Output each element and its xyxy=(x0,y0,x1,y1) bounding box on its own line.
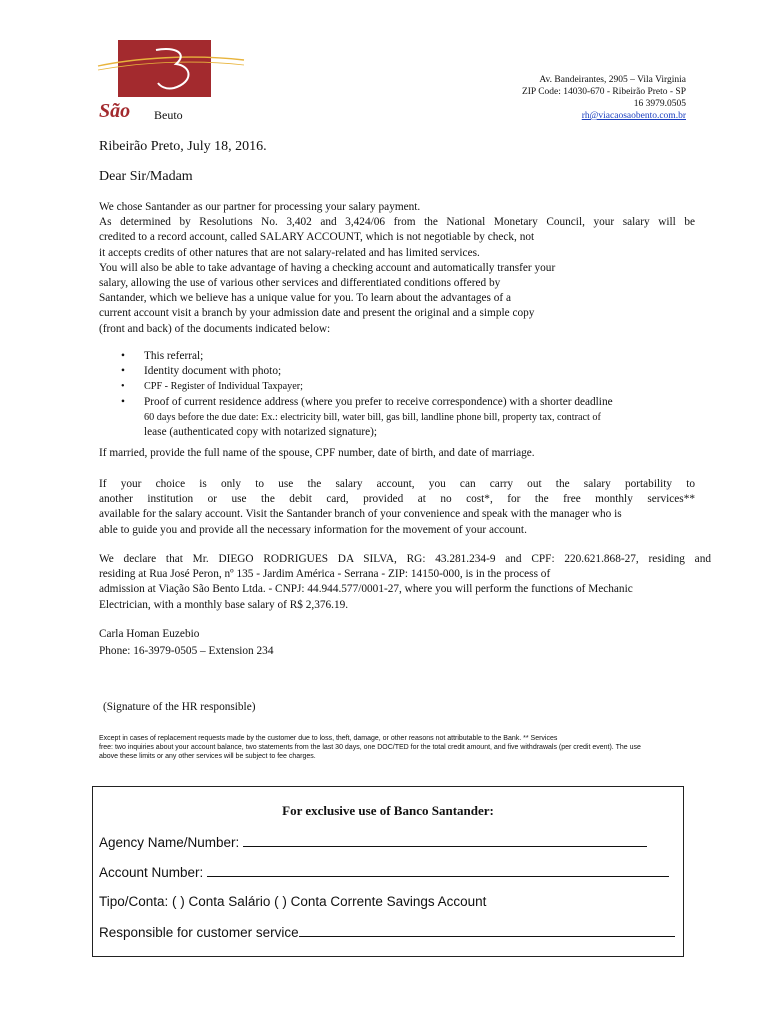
body-line: We declare that Mr. DIEGO RODRIGUES DA SILVA, RG: 43.281.234-9 and CPF: 220.621.868-27, residing and xyxy=(99,553,711,565)
body-line: Electrician, with a monthly base salary of R$ 2,376.19. xyxy=(99,598,349,611)
address-line: Av. Bandeirantes, 2905 – Vila Virginia xyxy=(539,75,686,85)
list-item xyxy=(121,364,691,379)
agency-label: Agency Name/Number: xyxy=(99,835,240,850)
body-line: residing at Rua José Peron, nº 135 - Jardim América - Serrana - ZIP: 14150-000, is in the process of xyxy=(99,568,551,581)
logo-text-bento: Beuto xyxy=(154,108,183,122)
body-line: salary, allowing the use of various other services and differentiated conditions offered by xyxy=(99,277,501,290)
body-line: available for the salary account. Visit the Santander branch of your convenience and speak with the manager who is xyxy=(99,508,622,521)
footnote-line: free: two inquiries about your account balance, two statements from the last 30 days, one DOC/TED for the total credit amount, and five withdrawals (per credit event). The use xyxy=(99,744,641,751)
documents-list xyxy=(121,349,691,440)
signer-block xyxy=(99,626,273,659)
body-line: credited to a record account, called SALARY ACCOUNT, which is not negotiable by check, not xyxy=(99,231,535,244)
body-line: You will also be able to take advantage of having a checking account and automatically transfer your xyxy=(99,261,556,274)
list-item-text: Proof of current residence address (where you prefer to receive correspondence) with a shorter deadline xyxy=(144,395,613,408)
bullet-icon: • xyxy=(121,381,125,393)
footnote xyxy=(99,734,697,761)
list-item xyxy=(121,395,691,410)
bullet-icon: • xyxy=(121,350,125,362)
bank-box-title: For exclusive use of Banco Santander: xyxy=(282,803,494,818)
footnote-line: above these limits or any other services will be subject to fee charges. xyxy=(99,753,316,760)
list-item xyxy=(121,379,691,394)
logo-text-sao: São xyxy=(99,100,131,122)
footnote-line: Except in cases of replacement requests made by the customer due to loss, theft, damage, or other reasons not attributable to the Bank. ** Services xyxy=(99,735,558,742)
account-field[interactable] xyxy=(99,864,669,880)
declaration-paragraph xyxy=(99,552,711,613)
bullet-icon: • xyxy=(121,395,125,408)
body-line: current account visit a branch by your admission date and present the original and a simple copy xyxy=(99,307,535,320)
body-line: (front and back) of the documents indicated below: xyxy=(99,322,331,335)
account-label: Account Number: xyxy=(99,865,204,880)
signer-phone: Phone: 16-3979-0505 – Extension 234 xyxy=(99,644,274,657)
list-item-continuation: 60 days before the due date: Ex.: electricity bill, water bill, gas bill, landline phone bill, property tax, contract of xyxy=(144,411,601,423)
responsible-blank[interactable] xyxy=(299,924,675,937)
body-line: it accepts credits of other natures that are not salary-related and has limited services. xyxy=(99,246,480,259)
account-type-field[interactable] xyxy=(99,894,486,909)
signer-name: Carla Homan Euzebio xyxy=(99,628,200,640)
body-line: another institution or use the debit card, provided at no cost*, for the free monthly services** xyxy=(99,493,695,506)
company-address xyxy=(500,74,686,122)
bank-use-box xyxy=(92,786,684,957)
portability-paragraph xyxy=(99,477,695,538)
email-link[interactable]: rh@viacaosaobento.com.br xyxy=(581,111,686,121)
address-line: ZIP Code: 14030-670 - Ribeirão Preto - SP xyxy=(521,87,686,97)
body-line: Santander, which we believe has a unique value for you. To learn about the advantages of a xyxy=(99,292,511,305)
address-line: 16 3979.0505 xyxy=(633,99,686,109)
list-item-continuation: lease (authenticated copy with notarized signature); xyxy=(144,426,378,439)
greeting: Dear Sir/Madam xyxy=(99,169,193,184)
responsible-label: Responsible for customer service xyxy=(99,925,299,940)
list-item xyxy=(121,349,691,364)
body-line: able to guide you and provide all the necessary information for the movement of your account. xyxy=(99,523,527,536)
list-item-text: CPF - Register of Individual Taxpayer; xyxy=(144,381,303,393)
bullet-icon: • xyxy=(121,365,125,378)
letter-date: Ribeirão Preto, July 18, 2016. xyxy=(99,139,267,154)
list-item-text: Identity document with photo; xyxy=(144,365,282,378)
responsible-field[interactable] xyxy=(99,924,675,940)
body-line: If your choice is only to use the salary account, you can carry out the salary portability to xyxy=(99,478,695,490)
agency-blank[interactable] xyxy=(243,834,647,847)
list-item-text: This referral; xyxy=(144,350,204,362)
account-blank[interactable] xyxy=(207,864,669,877)
body-line: As determined by Resolutions No. 3,402 and 3,424/06 from the National Monetary Council, your salary will be xyxy=(99,216,695,229)
letter-body xyxy=(99,200,695,337)
body-line: admission at Viação São Bento Ltda. - CNPJ: 44.944.577/0001-27, where you will perform the functions of Mechanic xyxy=(99,583,633,596)
account-type-label: Tipo/Conta: ( ) Conta Salário ( ) Conta Corrente Savings Account xyxy=(99,894,487,909)
agency-field[interactable] xyxy=(99,834,647,850)
body-line: We chose Santander as our partner for processing your salary payment. xyxy=(99,201,421,213)
hr-signature-caption: (Signature of the HR responsible) xyxy=(103,701,256,713)
married-note: If married, provide the full name of the spouse, CPF number, date of birth, and date of marriage. xyxy=(99,447,535,459)
